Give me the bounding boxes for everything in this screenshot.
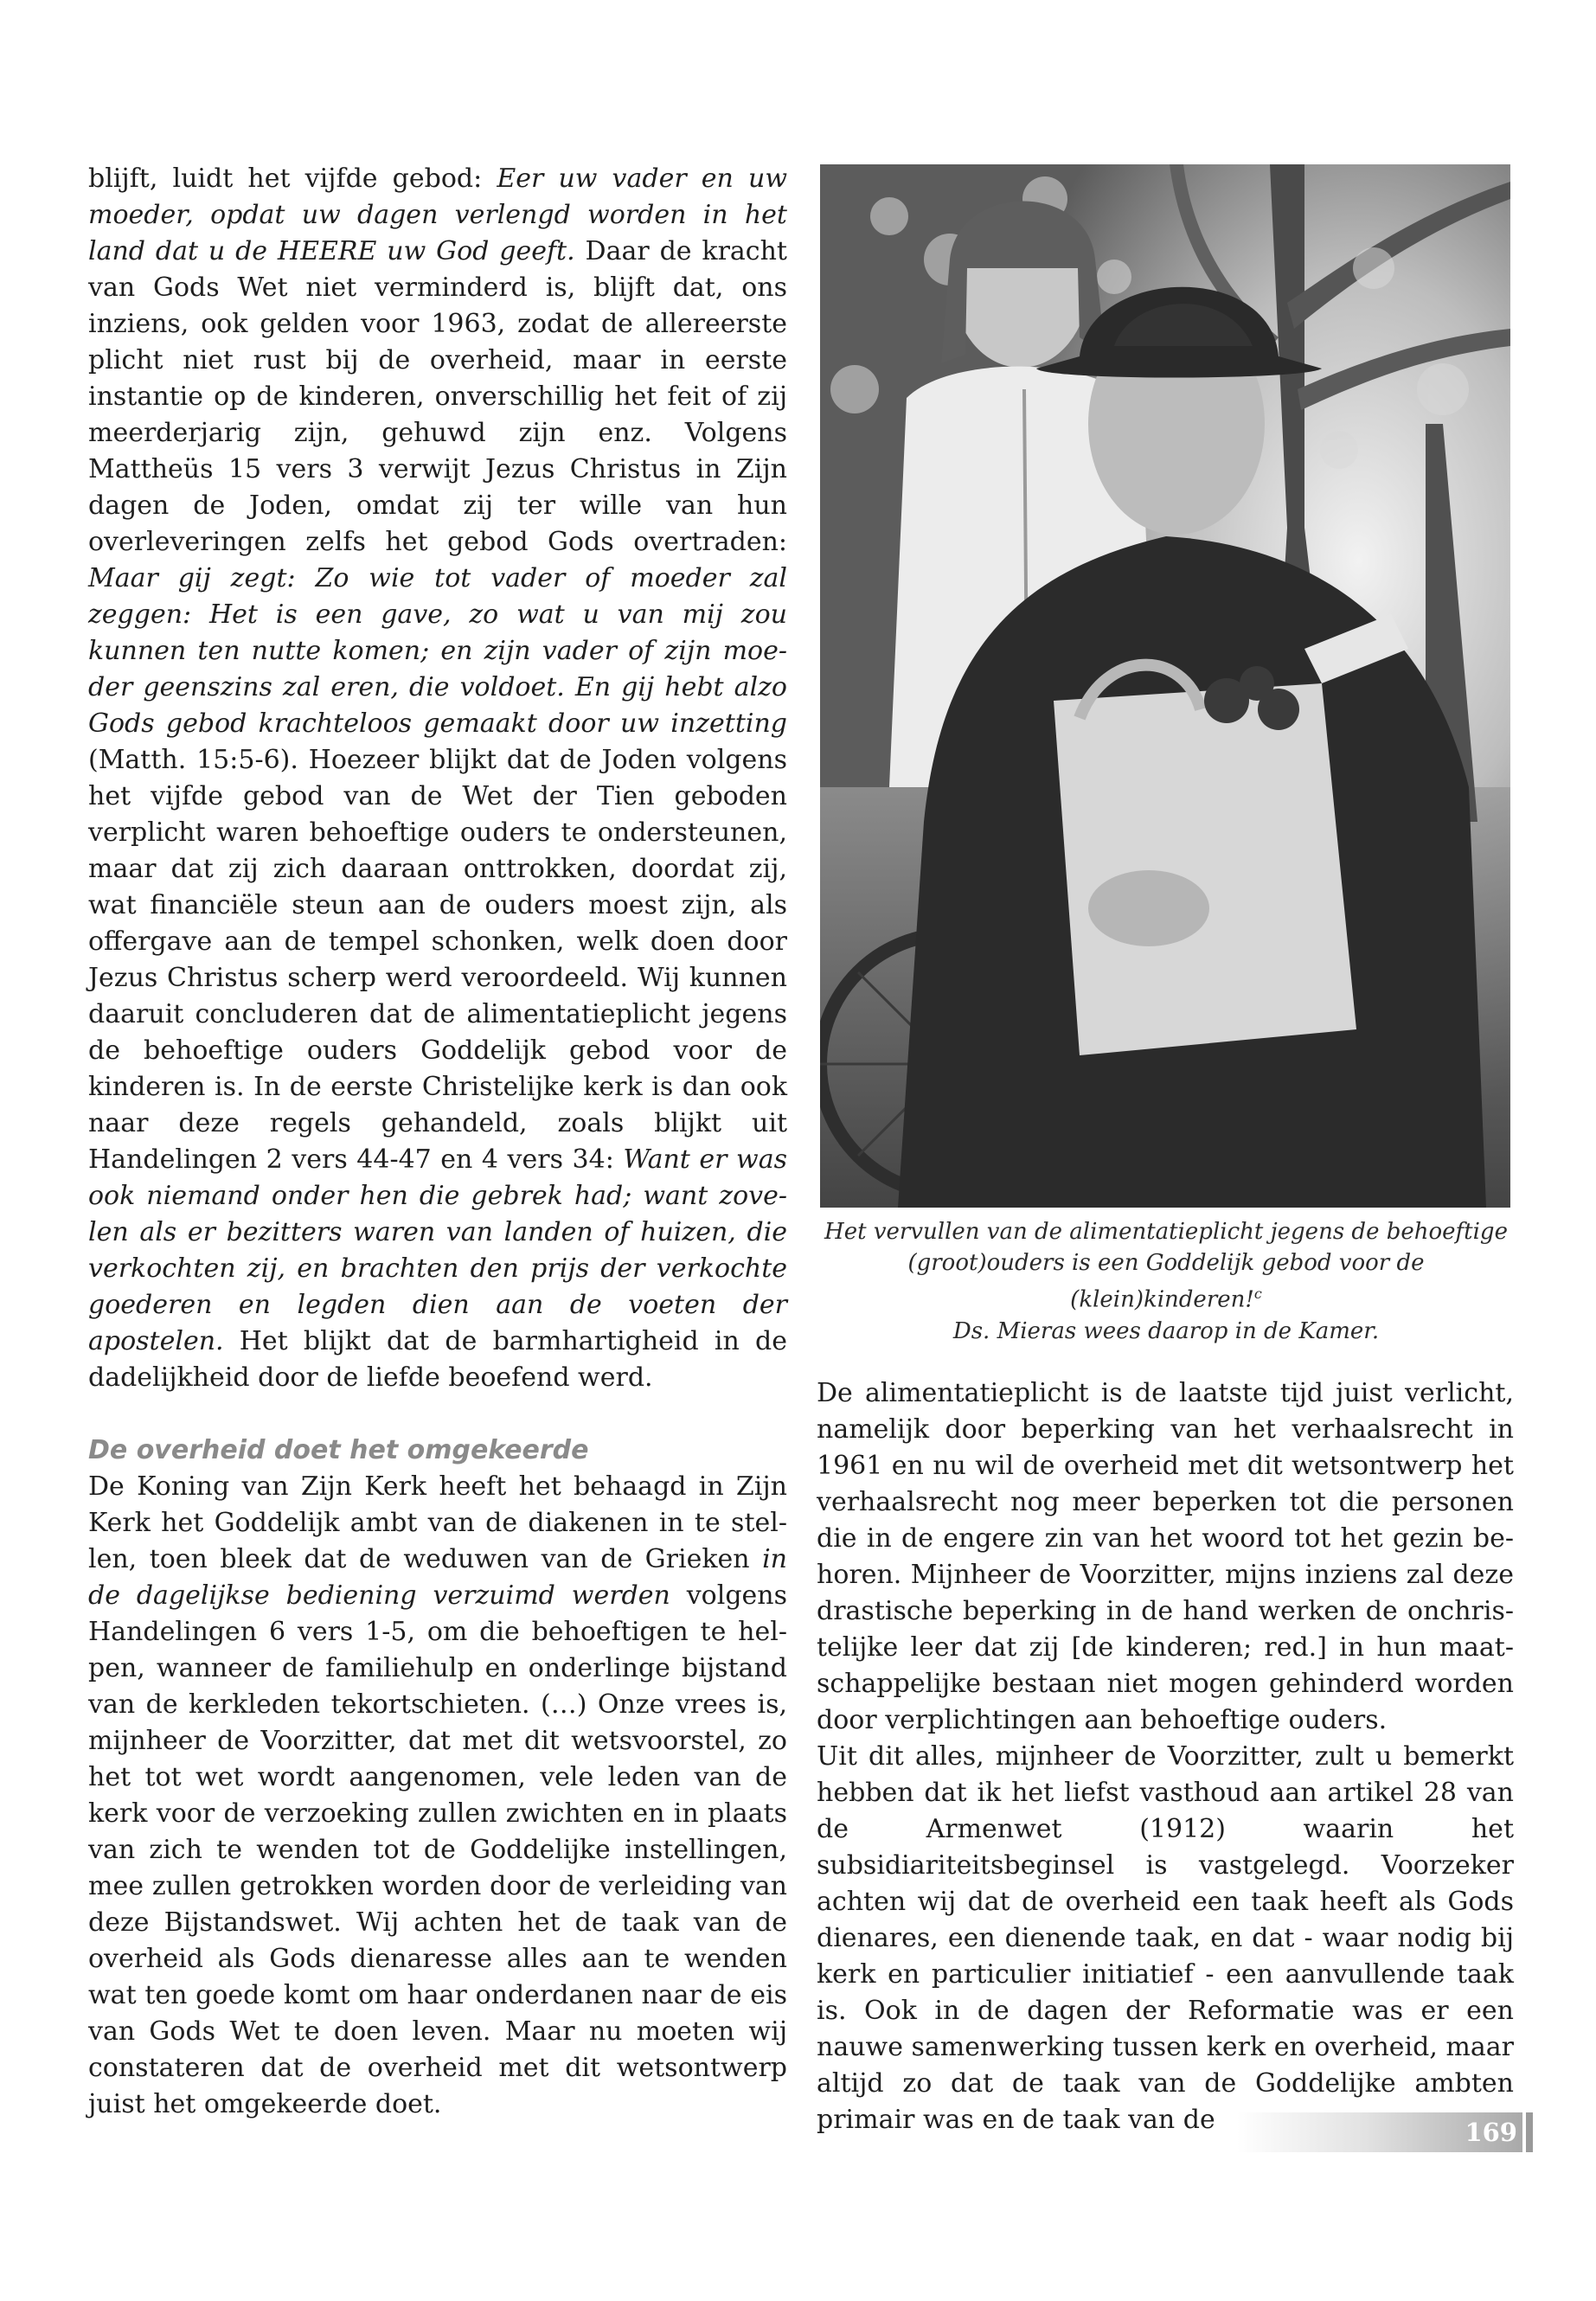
left-paragraph-1 xyxy=(88,161,787,1396)
caption-line-3: Ds. Mieras wees daarop in de Kamer. xyxy=(952,1317,1380,1344)
left-p2-text-2: volgens Handelingen 6 vers 1-5, om die behoeftigen te helpen, wanneer de familiehulp en onderlinge bijstand van de kerkleden tekortschieten. (…) Onze vrees is, mijnheer de Voorzitter, dat met dit wetsvoorstel, zo het tot wet wordt aangenomen, vele leden van de kerk voor de verzoeking zullen zwichten en in plaats van zich te wenden tot de Goddelijke instellingen, mee zullen getrokken worden door de verleiding van deze Bijstandswet. Wij achten het de taak van de overheid als Gods dienaresse alles aan te wenden wat ten goede komt om haar onderdanen naar de eis van Gods Wet te doen leven. Maar nu moeten wij constateren dat de overheid met dit wetsontwerp juist het omgekeerde doet. xyxy=(88,1580,787,2119)
left-p1-text-4: Het blijkt dat de barmhartigheid in de dadelijkheid door de liefde beoefend werd. xyxy=(88,1326,787,1393)
caption-line-1: Het vervullen van de alimentatieplicht jegens de behoeftige xyxy=(824,1219,1508,1245)
caption-footnote-marker: c xyxy=(1253,1285,1262,1302)
left-p2-quote-1: in de dagelijkse bediening verzuimd werden xyxy=(88,1544,787,1611)
left-p1-text-2: Daar de kracht van Gods Wet niet verminderd is, blijft dat, ons inziens, ook gelden voor 1963, zodat de allereerste plicht niet rust bij de overheid, maar in eerste instantie op de kinderen, onverschillig het feit of zij meerderjarig zijn, gehuwd zijn enz. Volgens Mattheüs 15 vers 3 verwijt Jezus Christus in Zijn dagen de Joden, omdat zij ter wille van hun overleveringen zelfs het gebod Gods overtraden: xyxy=(88,236,787,557)
left-paragraph-2 xyxy=(88,1469,787,2123)
page-number: 169 xyxy=(1465,2118,1517,2147)
left-p1-quote-1: Eer uw vader en uw moeder, opdat uw dagen verlengd worden in het land dat u de HEERE uw God geeft. xyxy=(88,163,787,266)
section-heading: De overheid doet het omgekeerde xyxy=(88,1435,589,1465)
page-number-tab xyxy=(1526,2112,1533,2152)
caption-line-2-text: (groot)ouders is een Goddelijk gebod voor de (klein)kinderen! xyxy=(907,1250,1425,1313)
right-paragraph-1: De alimentatieplicht is de laatste tijd juist verlicht, namelijk door beperking van het verhaalsrecht in 1961 en nu wil de overheid met dit wetsontwerp het verhaalsrecht nog meer beperken tot die personen die in de engere zin van het woord tot het gezin behoren. Mijnheer de Voorzitter, mijns inziens zal deze drastische beperking in de hand werken de onchristelijke leer dat zij [de kinderen; red.] in hun maatschappelijke bestaan niet mogen gehinderd worden door verplichtingen aan behoeftige ouders. xyxy=(817,1378,1514,1735)
left-p1-text-1: blijft, luidt het vijfde gebod: xyxy=(88,163,497,194)
photo-illustration xyxy=(820,164,1510,1208)
left-p1-quote-2: Maar gij zegt: Zo wie tot vader of moeder zal zeggen: Het is een gave, zo wat u van mij zou kunnen ten nutte komen; en zijn vader of zijn moeder geenszins zal eren, die voldoet. En gij hebt alzo Gods gebod krachteloos gemaakt door uw inzetting xyxy=(88,563,787,739)
left-text-column xyxy=(88,161,787,2123)
photo-elderly-man-wheelchair xyxy=(820,164,1510,1208)
caption-line-2 xyxy=(815,1247,1517,1316)
right-text-column xyxy=(817,1375,1514,2138)
left-p2-text-1: De Koning van Zijn Kerk heeft het behaagd in Zijn Kerk het Goddelijk ambt van de diakenen in te stellen, toen bleek dat de weduwen van de Grieken xyxy=(88,1471,787,1574)
photo-caption xyxy=(815,1216,1517,1347)
left-p1-text-3: (Matth. 15:5-6). Hoezeer blijkt dat de Joden volgens het vijfde gebod van de Wet der Tien geboden verplicht waren behoeftige ouders te ondersteunen, maar dat zij zich daaraan onttrokken, doordat zij, wat financiële steun aan de ouders moest zijn, als offergave aan de tempel schonken, welk doen door Jezus Christus scherp werd veroordeeld. Wij kunnen daaruit concluderen dat de alimentatieplicht jegens de behoeftige ouders Goddelijk gebod voor de kinderen is. In de eerste Christelijke kerk is dan ook naar deze regels gehandeld, zoals blijkt uit Handelingen 2 vers 44-47 en 4 vers 34: xyxy=(88,745,787,1175)
right-paragraph-2: Uit dit alles, mijnheer de Voorzitter, zult u bemerkt hebben dat ik het liefst vasthoud aan artikel 28 van de Armenwet (1912) waarin het subsidiariteitsbeginsel is vastgelegd. Voorzeker achten wij dat de overheid een taak heeft als Gods dienares, een dienende taak, en dat - waar nodig bij kerk en particulier initiatief - een aanvullende taak is. Ook in de dagen der Reformatie was er een nauwe samenwerking tussen kerk en overheid, maar altijd zo dat de taak van de Goddelijke ambten primair was en de taak van de xyxy=(817,1741,1514,2135)
left-p1-quote-3: Want er was ook niemand onder hen die gebrek had; want zovelen als er bezitters waren van landen of huizen, die verkochten zij, en brachten den prijs der verkochte goederen en legden dien aan de voeten der apostelen. xyxy=(88,1144,787,1356)
